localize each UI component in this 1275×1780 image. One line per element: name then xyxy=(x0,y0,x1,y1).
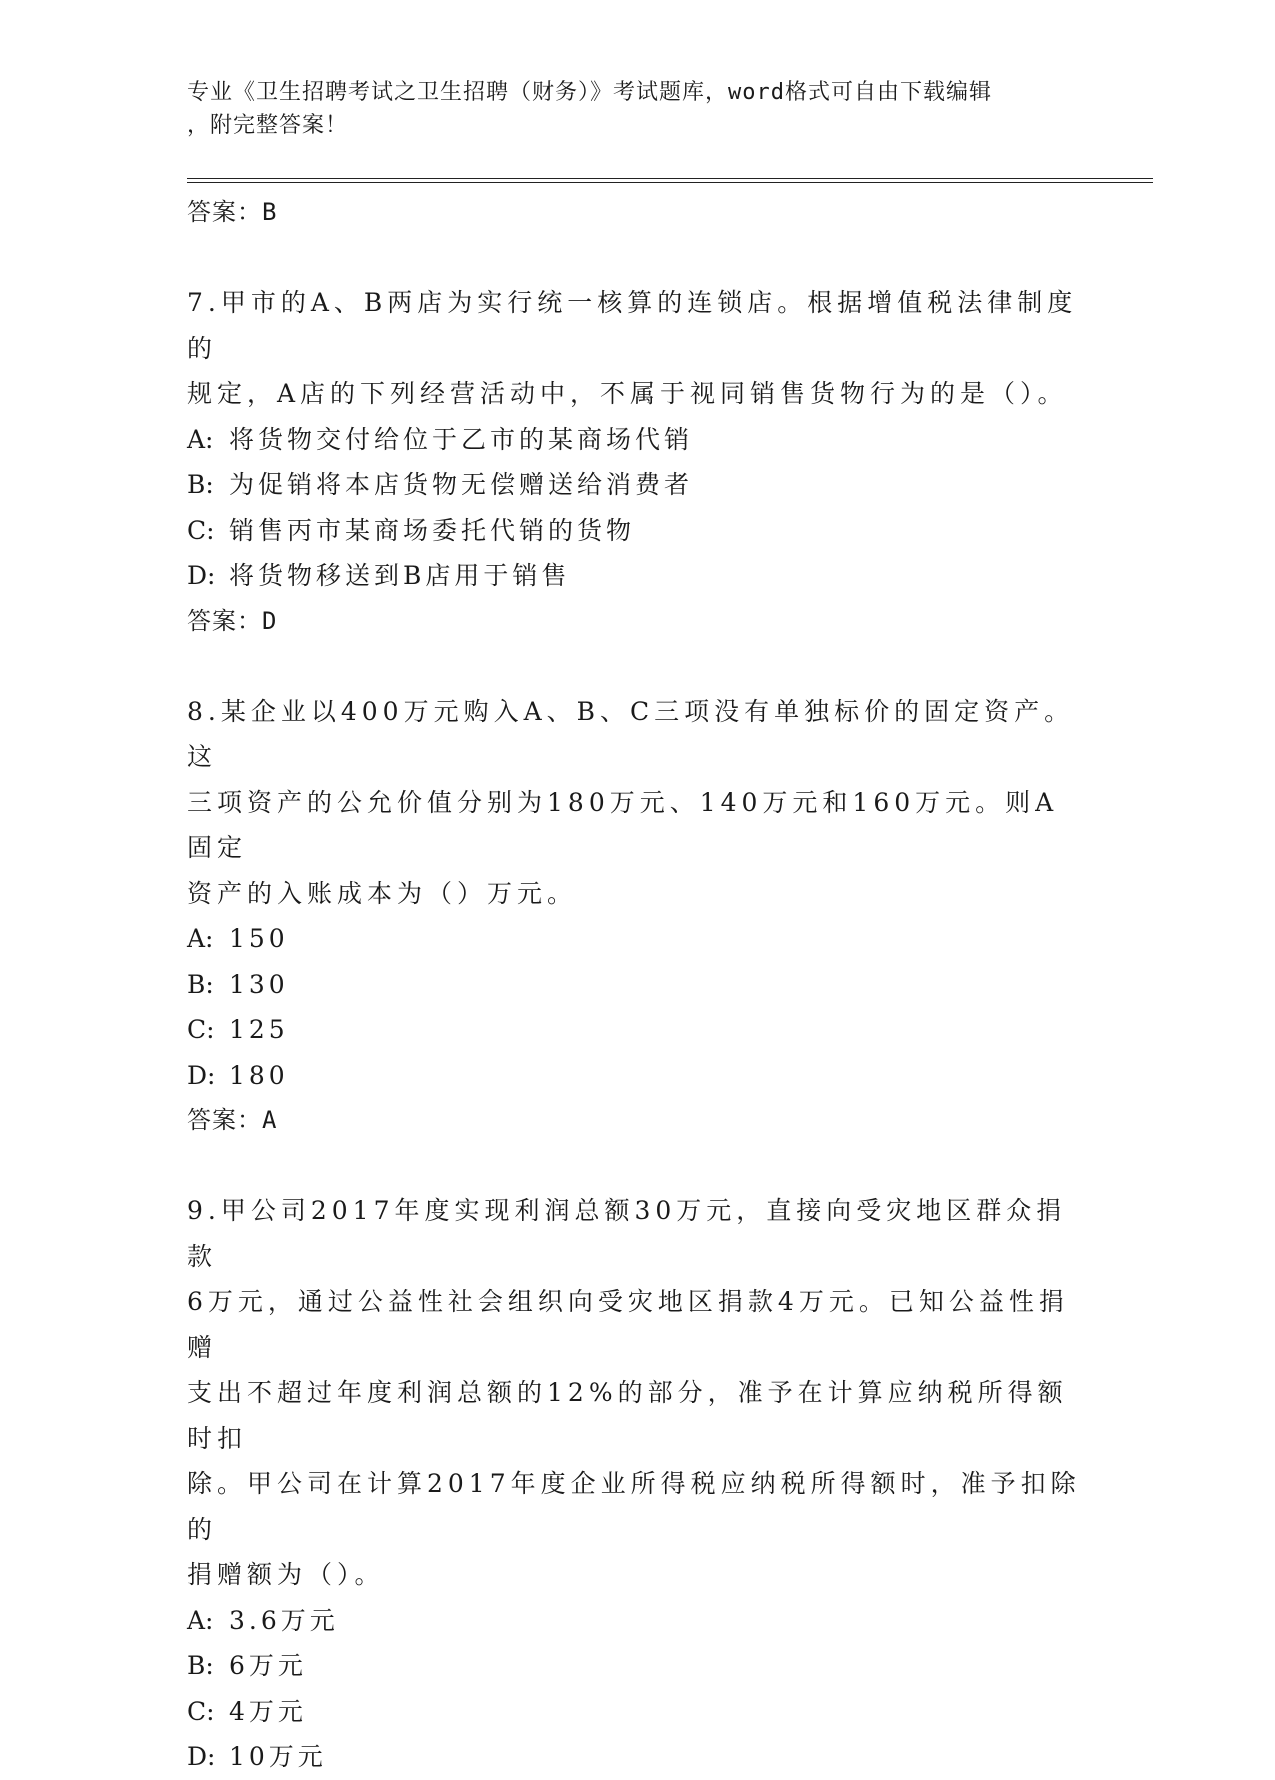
option-text: 6万元 xyxy=(229,1651,307,1680)
header-divider xyxy=(187,178,1153,183)
option-letter: A: xyxy=(187,424,214,454)
option-d[interactable] xyxy=(187,1053,1087,1099)
spacer xyxy=(187,235,1087,280)
option-text: 180 xyxy=(229,1060,289,1090)
option-letter: B: xyxy=(187,470,214,499)
question-line: 三项资产的公允价值分别为180万元、140万元和160万元。则A固定 xyxy=(187,787,1059,862)
header-line-2: ，附完整答案！ xyxy=(187,113,349,138)
question-line: 捐赠额为（）。 xyxy=(187,1560,385,1589)
option-text: 将货物交付给位于乙市的某商场代销 xyxy=(229,424,694,454)
option-letter: B: xyxy=(187,969,214,999)
option-b[interactable] xyxy=(187,462,1087,508)
option-letter: C: xyxy=(187,515,215,545)
option-b[interactable] xyxy=(187,962,1087,1008)
question-block-9 xyxy=(187,1188,1087,1780)
option-c[interactable] xyxy=(187,1689,1087,1735)
question-text xyxy=(187,280,1087,417)
option-letter: C: xyxy=(187,1696,215,1726)
question-line: 资产的入账成本为（）万元。 xyxy=(187,878,578,908)
answer-label: 答案：D xyxy=(187,606,278,635)
option-text: 10万元 xyxy=(229,1742,327,1771)
option-text: 为促销将本店货物无偿赠送给消费者 xyxy=(229,470,694,499)
option-text: 将货物移送到B店用于销售 xyxy=(229,561,571,590)
option-text: 125 xyxy=(229,1015,289,1044)
question-line: 规定，A店的下列经营活动中，不属于视同销售货物行为的是（）。 xyxy=(187,379,1068,408)
option-letter: A: xyxy=(187,1605,214,1635)
question-line: 除。甲公司在计算2017年度企业所得税应纳税所得额时，准予扣除的 xyxy=(187,1469,1081,1544)
option-a[interactable] xyxy=(187,916,1087,962)
option-a[interactable] xyxy=(187,417,1087,463)
option-d[interactable] xyxy=(187,1734,1087,1780)
question-line: 8.某企业以400万元购入A、B、C三项没有单独标价的固定资产。这 xyxy=(187,696,1075,771)
option-letter: C: xyxy=(187,1015,215,1044)
option-c[interactable] xyxy=(187,508,1087,554)
option-a[interactable] xyxy=(187,1598,1087,1644)
spacer xyxy=(187,1143,1087,1188)
question-line: 9.甲公司2017年度实现利润总额30万元，直接向受灾地区群众捐款 xyxy=(187,1196,1067,1271)
option-text: 3.6万元 xyxy=(229,1605,339,1635)
question-list xyxy=(187,190,1087,1780)
option-letter: B: xyxy=(187,1651,214,1680)
option-letter: A: xyxy=(187,924,214,953)
option-letter: D: xyxy=(187,1742,216,1771)
option-letter: D: xyxy=(187,561,216,590)
document-header xyxy=(187,76,1067,142)
question-block-8 xyxy=(187,689,1087,1144)
header-line-1: 专业《卫生招聘考试之卫生招聘（财务）》考试题库，word格式可自由下载编辑 xyxy=(187,80,992,105)
question-line: 6万元，通过公益性社会组织向受灾地区捐款4万元。已知公益性捐赠 xyxy=(187,1287,1069,1362)
option-text: 销售丙市某商场委托代销的货物 xyxy=(229,515,636,545)
previous-answer: 答案：B xyxy=(187,198,278,226)
question-text xyxy=(187,689,1087,917)
question-line: 7.甲市的A、B两店为实行统一核算的连锁店。根据增值税法律制度的 xyxy=(187,288,1078,363)
question-line: 支出不超过年度利润总额的12%的部分，准予在计算应纳税所得额时扣 xyxy=(187,1378,1068,1453)
spacer xyxy=(187,644,1087,689)
option-text: 130 xyxy=(229,969,289,999)
question-text xyxy=(187,1188,1087,1598)
option-text: 4万元 xyxy=(229,1696,307,1726)
option-c[interactable] xyxy=(187,1007,1087,1053)
option-d[interactable] xyxy=(187,553,1087,599)
answer-label: 答案：A xyxy=(187,1106,278,1134)
option-letter: D: xyxy=(187,1060,216,1090)
question-block-7 xyxy=(187,280,1087,644)
option-text: 150 xyxy=(229,924,289,953)
